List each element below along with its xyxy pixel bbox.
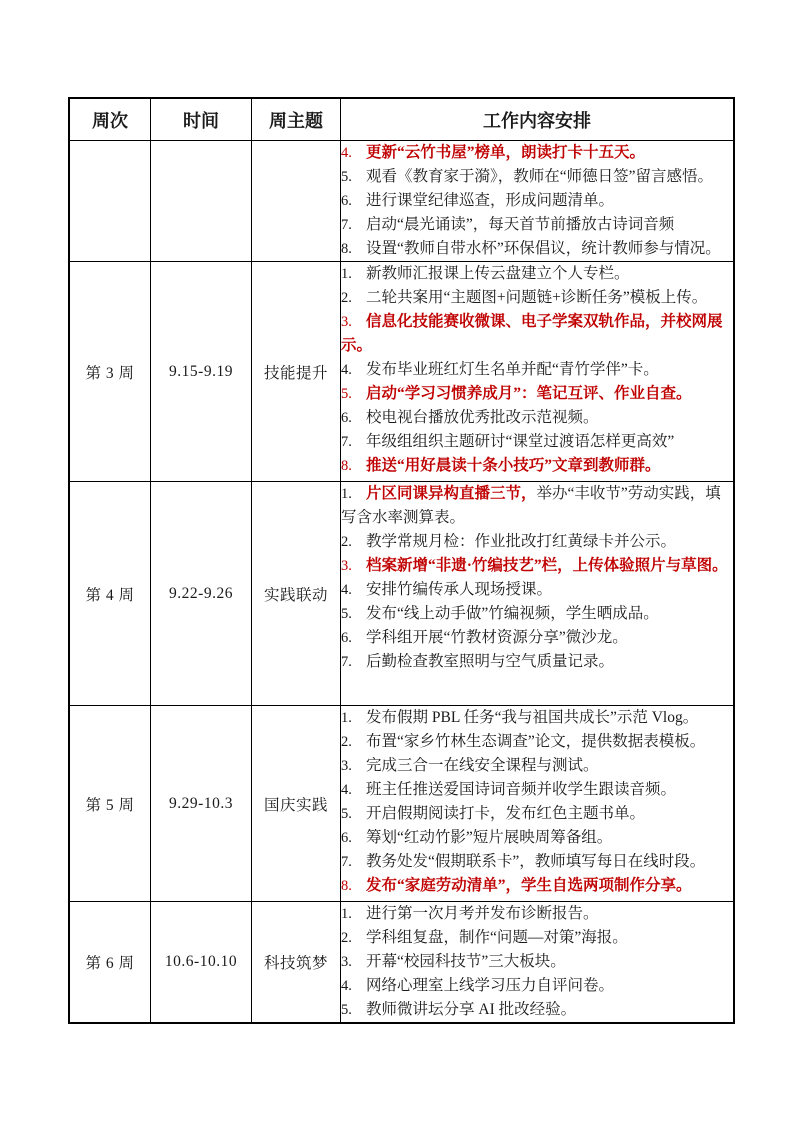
item-number: 2. [341, 534, 352, 550]
work-item [341, 874, 733, 898]
work-item [341, 706, 733, 730]
table-row [69, 141, 734, 262]
item-number: 3. [341, 758, 352, 774]
work-item [341, 778, 733, 802]
table-row [69, 706, 734, 902]
work-item [341, 650, 733, 674]
work-item [341, 382, 733, 406]
item-number: 7. [341, 654, 352, 670]
week-cell: 第 4 周 [69, 482, 151, 706]
work-item [341, 237, 733, 261]
work-item [341, 926, 733, 950]
work-item [341, 262, 733, 286]
work-item [341, 950, 733, 974]
item-text: 年级组组织主题研讨“课堂过渡语怎样更高效” [366, 433, 675, 450]
header-time: 时间 [151, 98, 252, 141]
item-text: 发布假期 PBL 任务“我与祖国共成长”示范 Vlog。 [366, 709, 699, 726]
item-number: 5. [341, 606, 352, 622]
item-text: 更新“云竹书屋”榜单，朗读打卡十五天。 [366, 144, 646, 161]
time-cell: 9.29-10.3 [151, 706, 252, 902]
work-item [341, 213, 733, 237]
header-content: 工作内容安排 [341, 98, 735, 141]
theme-cell: 技能提升 [252, 262, 341, 482]
work-item [341, 482, 733, 530]
item-text: 完成三合一在线安全课程与测试。 [366, 757, 599, 774]
item-text: 启动“学习习惯养成月”：笔记互评、作业自查。 [366, 385, 692, 402]
item-number: 4. [341, 582, 352, 598]
item-number: 1. [341, 266, 352, 282]
header-week: 周次 [69, 98, 151, 141]
item-text: 进行第一次月考并发布诊断报告。 [366, 905, 599, 922]
work-item [341, 850, 733, 874]
week-cell: 第 3 周 [69, 262, 151, 482]
item-number: 2. [341, 734, 352, 750]
content-cell [341, 262, 735, 482]
table-row [69, 482, 734, 706]
week-cell: 第 6 周 [69, 902, 151, 1024]
item-number: 1. [341, 710, 352, 726]
item-number: 6. [341, 830, 352, 846]
weekly-schedule-table [68, 97, 735, 1024]
work-item [341, 406, 733, 430]
content-cell [341, 482, 735, 706]
theme-cell: 国庆实践 [252, 706, 341, 902]
item-text: 进行课堂纪律巡查，形成问题清单。 [366, 192, 615, 209]
item-number: 3. [341, 558, 352, 574]
item-number: 7. [341, 854, 352, 870]
header-theme: 周主题 [252, 98, 341, 141]
item-text: 档案新增“非遗·竹编技艺”栏，上传体验照片与草图。 [366, 557, 728, 574]
item-number: 8. [341, 458, 352, 474]
work-item [341, 165, 733, 189]
week-cell [69, 141, 151, 262]
item-text: 学科组复盘，制作“问题—对策”海报。 [366, 929, 628, 946]
item-text: 学科组开展“竹教材资源分享”微沙龙。 [366, 629, 628, 646]
time-cell [151, 141, 252, 262]
content-cell [341, 141, 735, 262]
item-number: 5. [341, 806, 352, 822]
work-item [341, 902, 733, 926]
work-item [341, 730, 733, 754]
item-number: 4. [341, 145, 352, 161]
item-number: 6. [341, 410, 352, 426]
item-number: 5. [341, 169, 352, 185]
item-text: 校电视台播放优秀批改示范视频。 [366, 409, 599, 426]
work-item [341, 430, 733, 454]
item-text: 开幕“校园科技节”三大板块。 [366, 953, 566, 970]
work-item [341, 358, 733, 382]
item-number: 5. [341, 386, 352, 402]
work-item [341, 454, 733, 478]
work-item [341, 286, 733, 310]
work-item [341, 141, 733, 165]
work-item [341, 754, 733, 778]
item-text: 设置“教师自带水杯”环保倡议，统计教师参与情况。 [366, 240, 721, 257]
content-cell [341, 706, 735, 902]
theme-cell: 实践联动 [252, 482, 341, 706]
time-cell: 10.6-10.10 [151, 902, 252, 1024]
item-number: 4. [341, 362, 352, 378]
item-text: 发布“家庭劳动清单”，学生自选两项制作分享。 [366, 877, 692, 894]
item-text: 布置“家乡竹林生态调查”论文，提供数据表模板。 [366, 733, 706, 750]
item-text: 推送“用好晨读十条小技巧”文章到教师群。 [366, 457, 661, 474]
work-item [341, 974, 733, 998]
work-item [341, 530, 733, 554]
item-text: 安排竹编传承人现场授课。 [366, 581, 553, 598]
item-text: 教学常规月检：作业批改打红黄绿卡并公示。 [366, 533, 677, 550]
work-item [341, 189, 733, 213]
content-cell [341, 902, 735, 1024]
item-text: 举办“丰收节”劳动实践，填写含水率测算表。 [341, 485, 721, 526]
item-number: 1. [341, 486, 352, 502]
work-item [341, 602, 733, 626]
item-number: 6. [341, 630, 352, 646]
work-item [341, 554, 733, 578]
item-number: 4. [341, 978, 352, 994]
item-text: 筹划“红动竹影”短片展映周筹备组。 [366, 829, 613, 846]
work-item [341, 578, 733, 602]
theme-cell [252, 141, 341, 262]
item-text: 启动“晨光诵读”，每天首节前播放古诗词音频 [366, 216, 675, 233]
item-text: 片区同课异构直播三节， [366, 485, 537, 502]
item-text: 发布毕业班红灯生名单并配“青竹学伴”卡。 [366, 361, 659, 378]
item-text: 教师微讲坛分享 AI 批改经验。 [366, 1001, 577, 1018]
item-number: 6. [341, 193, 352, 209]
item-number: 1. [341, 906, 352, 922]
item-text: 开启假期阅读打卡，发布红色主题书单。 [366, 805, 646, 822]
time-cell: 9.15-9.19 [151, 262, 252, 482]
work-item [341, 310, 733, 358]
item-number: 4. [341, 782, 352, 798]
table-body [69, 141, 734, 1024]
item-number: 3. [341, 954, 352, 970]
work-item [341, 626, 733, 650]
item-number: 8. [341, 241, 352, 257]
table-row [69, 902, 734, 1024]
item-number: 2. [341, 290, 352, 306]
item-number: 2. [341, 930, 352, 946]
time-cell: 9.22-9.26 [151, 482, 252, 706]
item-number: 7. [341, 434, 352, 450]
header-row [69, 98, 734, 141]
theme-cell: 科技筑梦 [252, 902, 341, 1024]
work-item [341, 998, 733, 1022]
item-text: 信息化技能赛收微课、电子学案双轨作品，并校网展示。 [341, 313, 723, 354]
week-cell: 第 5 周 [69, 706, 151, 902]
item-number: 7. [341, 217, 352, 233]
item-text: 网络心理室上线学习压力自评问卷。 [366, 977, 615, 994]
item-number: 8. [341, 878, 352, 894]
work-item [341, 826, 733, 850]
table-row [69, 262, 734, 482]
work-item [341, 802, 733, 826]
item-text: 班主任推送爱国诗词音频并收学生跟读音频。 [366, 781, 677, 798]
item-text: 新教师汇报课上传云盘建立个人专栏。 [366, 265, 630, 282]
item-text: 后勤检查教室照明与空气质量记录。 [366, 653, 615, 670]
item-number: 3. [341, 314, 352, 330]
item-text: 二轮共案用“主题图+问题链+诊断任务”模板上传。 [366, 289, 708, 306]
item-text: 观看《教育家于漪》，教师在“师德日签”留言感悟。 [366, 168, 714, 185]
item-text: 发布“线上动手做”竹编视频，学生晒成品。 [366, 605, 659, 622]
item-text: 教务处发“假期联系卡”，教师填写每日在线时段。 [366, 853, 706, 870]
item-number: 5. [341, 1002, 352, 1018]
